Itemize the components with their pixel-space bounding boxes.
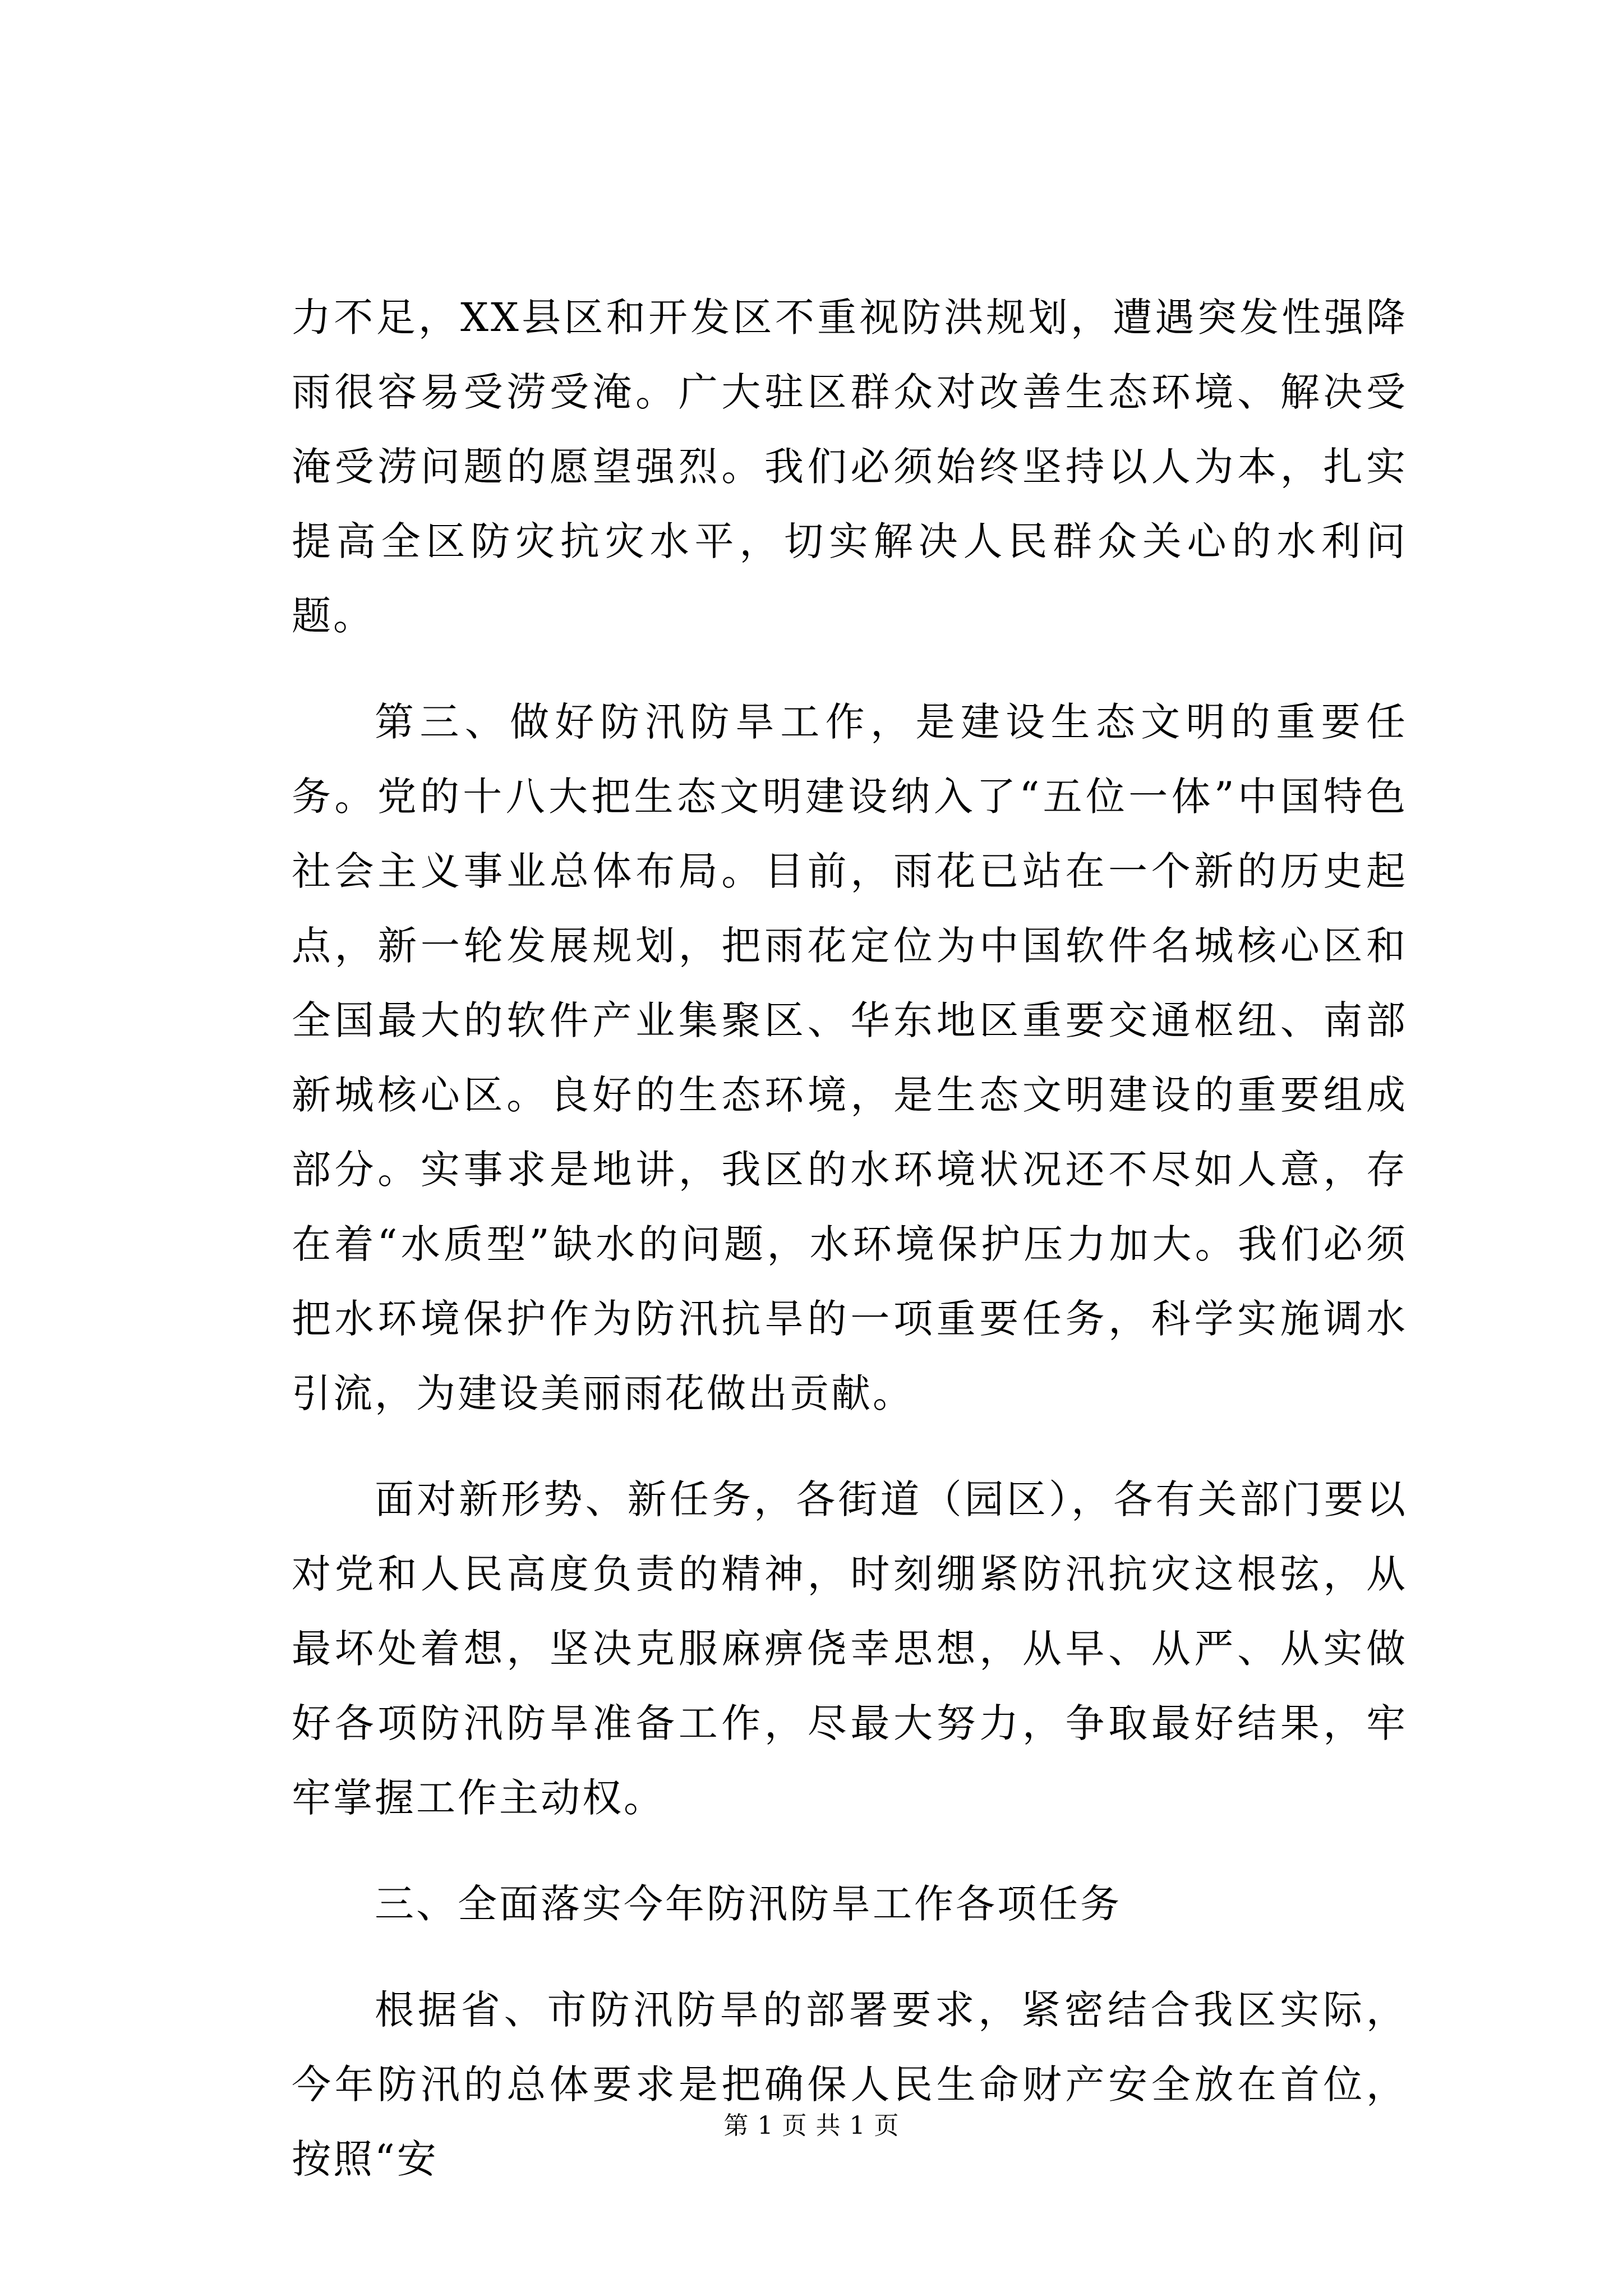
- section-heading-three: 三、全面落实今年防汛防旱工作各项任务: [375, 1881, 1122, 1927]
- paragraph-gap: [292, 1941, 1408, 1973]
- paragraph-gap: [292, 1835, 1408, 1867]
- paragraph-gap: [292, 654, 1408, 685]
- paragraph-gap: [292, 1431, 1408, 1462]
- paragraph-new-situation: 面对新形势、新任务，各街道（园区），各有关部门要以对党和人民高度负责的精神，时刻绷紧防汛抗灾这根弦，从最坏处着想，坚决克服麻痹侥幸思想，从早、从严、从实做好各项防汛防旱准备工作，尽最大努力，争取最好结果，牢牢掌握工作主动权。: [292, 1476, 1408, 1821]
- paragraph-ecological-civilization: 第三、做好防汛防旱工作，是建设生态文明的重要任务。党的十八大把生态文明建设纳入了“五位一体”中国特色社会主义事业总体布局。目前，雨花已站在一个新的历史起点，新一轮发展规划，把雨花定位为中国软件名城核心区和全国最大的软件产业集聚区、华东地区重要交通枢纽、南部新城核心区。良好的生态环境，是生态文明建设的重要组成部分。实事求是地讲，我区的水环境状况还不尽如人意，存在着“水质型”缺水的问题，水环境保护压力加大。我们必须把水环境保护作为防汛抗旱的一项重要任务，科学实施调水引流，为建设美丽雨花做出贡献。: [292, 699, 1408, 1416]
- paragraph-continuation: 力不足，XX县区和开发区不重视防洪规划，遭遇突发性强降雨很容易受涝受淹。广大驻区群众对改善生态环境、解决受淹受涝问题的愿望强烈。我们必须始终坚持以人为本，扎实提高全区防灾抗灾水平，切实解决人民群众关心的水利问题。: [292, 295, 1408, 639]
- paragraph-requirements: 根据省、市防汛防旱的部署要求，紧密结合我区实际，今年防汛的总体要求是把确保人民生命财产安全放在首位，按照“安: [292, 1987, 1408, 2182]
- document-body: [292, 280, 1408, 2197]
- page-footer: 第 1 页 共 1 页: [723, 2111, 900, 2140]
